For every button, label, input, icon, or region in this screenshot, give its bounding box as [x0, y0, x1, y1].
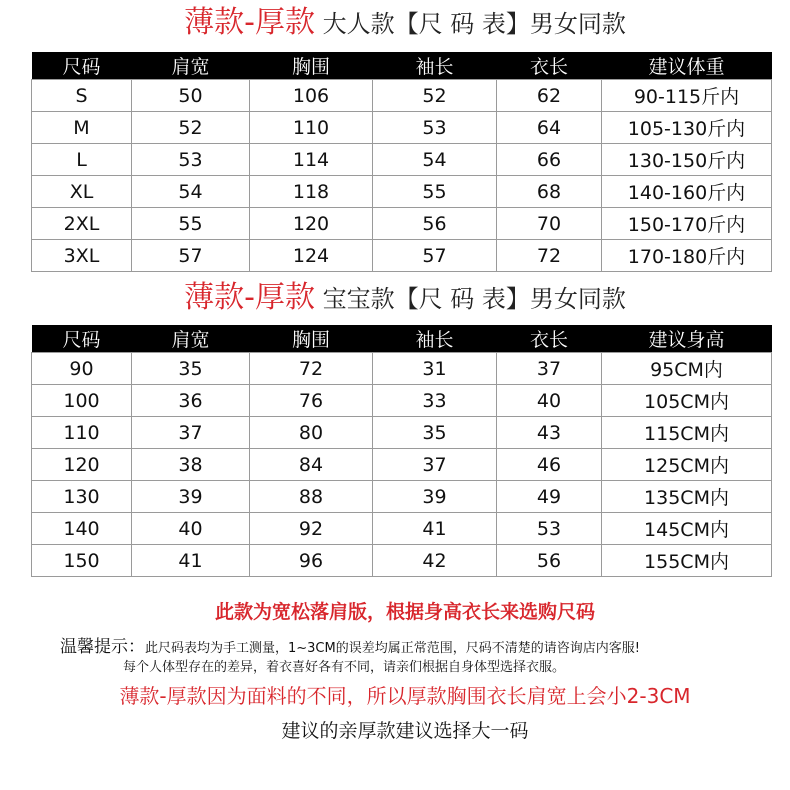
thick-fabric-note: 薄款-厚款因为面料的不同，所以厚款胸围衣长肩宽上会小2-3CM [119, 684, 691, 708]
adult-title-text: 大人款【尺 码 表】男女同款 [322, 10, 626, 38]
table-cell: 38 [132, 449, 250, 481]
table-row [32, 417, 772, 449]
table-cell: 50 [132, 80, 250, 112]
table-cell: 124 [250, 240, 373, 272]
table-cell: 80 [250, 417, 373, 449]
table-cell: 37 [373, 449, 497, 481]
table-row [32, 112, 772, 144]
table-cell: M [32, 112, 132, 144]
fit-note: 此款为宽松落肩版，根据身高衣长来选购尺码 [214, 601, 595, 623]
table-row [32, 513, 772, 545]
table-cell: 52 [132, 112, 250, 144]
table-row [32, 80, 772, 112]
table-cell: 130-150斤内 [602, 144, 772, 176]
table-row [32, 449, 772, 481]
table-cell: 95CM内 [602, 353, 772, 385]
table-cell: 90-115斤内 [602, 80, 772, 112]
table-cell: 72 [497, 240, 602, 272]
table-cell: 39 [373, 481, 497, 513]
table-cell: 130 [32, 481, 132, 513]
table-cell: 120 [250, 208, 373, 240]
table-cell: 96 [250, 545, 373, 577]
table-cell: 53 [497, 513, 602, 545]
column-header: 袖长 [373, 52, 497, 80]
table-cell: 37 [497, 353, 602, 385]
table-cell: 70 [497, 208, 602, 240]
column-header: 胸围 [250, 52, 373, 80]
kid-title-highlight: 薄款-厚款 [184, 280, 315, 315]
table-cell: 84 [250, 449, 373, 481]
table-row [32, 353, 772, 385]
table-cell: 55 [373, 176, 497, 208]
table-cell: 106 [250, 80, 373, 112]
table-cell: 140-160斤内 [602, 176, 772, 208]
table-cell: 88 [250, 481, 373, 513]
table-cell: 57 [373, 240, 497, 272]
table-header-row [32, 325, 772, 353]
table-cell: 2XL [32, 208, 132, 240]
table-cell: 105-130斤内 [602, 112, 772, 144]
table-row [32, 545, 772, 577]
table-cell: 53 [373, 112, 497, 144]
table-cell: 39 [132, 481, 250, 513]
table-cell: 125CM内 [602, 449, 772, 481]
table-row [32, 240, 772, 272]
column-header: 肩宽 [132, 52, 250, 80]
table-cell: 115CM内 [602, 417, 772, 449]
table-cell: 56 [373, 208, 497, 240]
table-cell: 62 [497, 80, 602, 112]
table-cell: 54 [373, 144, 497, 176]
table-cell: 36 [132, 385, 250, 417]
column-header: 胸围 [250, 325, 373, 353]
table-cell: 55 [132, 208, 250, 240]
table-cell: 135CM内 [602, 481, 772, 513]
table-cell: 43 [497, 417, 602, 449]
table-cell: 150 [32, 545, 132, 577]
table-cell: 64 [497, 112, 602, 144]
table-cell: 40 [132, 513, 250, 545]
tip-line-2: 每个人体型存在的差异，着衣喜好各有不同，请亲们根据自身体型选择衣服。 [123, 660, 566, 675]
column-header: 尺码 [32, 52, 132, 80]
kid-size-table [31, 325, 772, 577]
table-cell: 53 [132, 144, 250, 176]
tip-line-1: 此尺码表均为手工测量，1~3CM的误差均属正常范围，尺码不清楚的请咨询店内客服! [145, 641, 640, 656]
table-cell: 150-170斤内 [602, 208, 772, 240]
table-cell: 145CM内 [602, 513, 772, 545]
table-cell: 52 [373, 80, 497, 112]
table-cell: 140 [32, 513, 132, 545]
table-row [32, 385, 772, 417]
size-advice: 建议的亲厚款建议选择大一码 [281, 720, 529, 742]
table-cell: 33 [373, 385, 497, 417]
table-cell: 40 [497, 385, 602, 417]
table-row [32, 176, 772, 208]
adult-table-title [0, 5, 790, 40]
table-cell: 46 [497, 449, 602, 481]
adult-title-highlight: 薄款-厚款 [184, 5, 315, 40]
table-cell: 105CM内 [602, 385, 772, 417]
column-header: 尺码 [32, 325, 132, 353]
table-cell: 120 [32, 449, 132, 481]
table-cell: 68 [497, 176, 602, 208]
table-cell: 155CM内 [602, 545, 772, 577]
table-cell: 118 [250, 176, 373, 208]
column-header: 衣长 [497, 52, 602, 80]
tip-label: 温馨提示： [60, 637, 145, 657]
table-cell: 100 [32, 385, 132, 417]
table-cell: 110 [32, 417, 132, 449]
tips-block [60, 632, 640, 675]
table-cell: S [32, 80, 132, 112]
column-header: 建议身高 [602, 325, 772, 353]
table-row [32, 144, 772, 176]
table-cell: 110 [250, 112, 373, 144]
table-header-row [32, 52, 772, 80]
table-row [32, 481, 772, 513]
table-cell: 31 [373, 353, 497, 385]
table-cell: 54 [132, 176, 250, 208]
table-cell: 3XL [32, 240, 132, 272]
column-header: 肩宽 [132, 325, 250, 353]
table-cell: 35 [132, 353, 250, 385]
table-cell: 72 [250, 353, 373, 385]
table-cell: 76 [250, 385, 373, 417]
table-cell: XL [32, 176, 132, 208]
table-cell: 66 [497, 144, 602, 176]
table-cell: 35 [373, 417, 497, 449]
table-cell: 92 [250, 513, 373, 545]
table-cell: 41 [132, 545, 250, 577]
table-cell: 49 [497, 481, 602, 513]
table-cell: 114 [250, 144, 373, 176]
kid-title-text: 宝宝款【尺 码 表】男女同款 [322, 285, 626, 313]
table-cell: 170-180斤内 [602, 240, 772, 272]
table-cell: 90 [32, 353, 132, 385]
table-row [32, 208, 772, 240]
column-header: 建议体重 [602, 52, 772, 80]
table-cell: 42 [373, 545, 497, 577]
column-header: 衣长 [497, 325, 602, 353]
table-cell: 41 [373, 513, 497, 545]
column-header: 袖长 [373, 325, 497, 353]
kid-table-title [0, 280, 790, 315]
table-cell: L [32, 144, 132, 176]
table-cell: 56 [497, 545, 602, 577]
adult-size-table [31, 52, 772, 272]
table-cell: 57 [132, 240, 250, 272]
table-cell: 37 [132, 417, 250, 449]
